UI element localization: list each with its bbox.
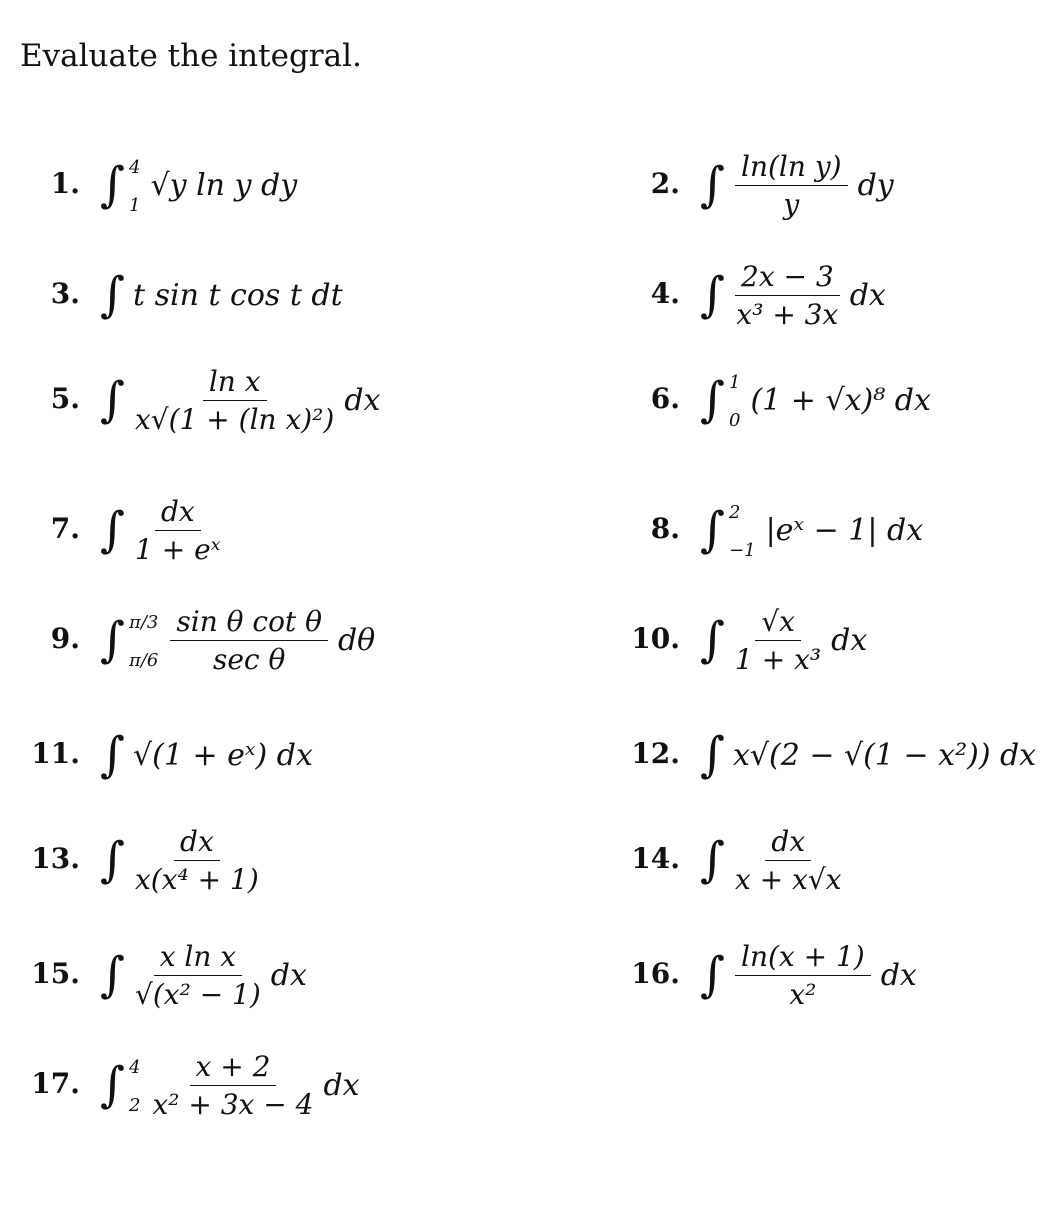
differential: dx xyxy=(323,1067,360,1103)
integral-expression xyxy=(700,149,894,221)
integral-limits xyxy=(129,159,140,215)
denominator: y xyxy=(783,187,800,221)
numerator: sin θ cot θ xyxy=(170,605,328,641)
upper-limit: 2 xyxy=(729,502,741,523)
integral-limits xyxy=(729,504,756,560)
lower-limit: 0 xyxy=(729,410,741,431)
differential: dθ xyxy=(337,622,376,658)
integral-sign: ∫ xyxy=(100,1057,126,1113)
integral-expression xyxy=(100,604,376,676)
problem-number: 14. xyxy=(631,842,680,875)
problem-number: 17. xyxy=(31,1067,80,1100)
numerator: ln(x + 1) xyxy=(735,940,871,976)
upper-limit: 4 xyxy=(129,1057,141,1078)
upper-limit: 4 xyxy=(129,157,141,178)
integral-expression xyxy=(100,265,343,325)
integrand: (1 + √x)⁸ dx xyxy=(750,382,931,418)
problem-number: 13. xyxy=(31,842,80,875)
fraction xyxy=(135,365,334,436)
integral-sign: ∫ xyxy=(700,372,726,428)
denominator: x³ + 3x xyxy=(736,297,839,331)
integral-sign: ∫ xyxy=(100,157,126,213)
integral-expression xyxy=(100,824,265,896)
integral-sign: ∫ xyxy=(700,947,726,1003)
integral-expression xyxy=(100,364,381,436)
denominator: x² xyxy=(789,977,817,1011)
integral-sign: ∫ xyxy=(700,267,726,323)
lower-limit: π/6 xyxy=(129,650,159,671)
lower-limit: −1 xyxy=(729,540,756,561)
integral-sign: ∫ xyxy=(100,372,126,428)
integral-expression xyxy=(700,259,886,331)
numerator: dx xyxy=(155,495,201,531)
problem-number: 2. xyxy=(650,167,680,200)
integral-sign: ∫ xyxy=(100,727,126,783)
integral-sign: ∫ xyxy=(100,947,126,1003)
problem-number: 1. xyxy=(50,167,80,200)
numerator: dx xyxy=(174,825,220,861)
differential: dx xyxy=(880,957,917,993)
problem-number: 10. xyxy=(631,622,680,655)
integrand: x√(2 − √(1 − x²)) dx xyxy=(733,737,1037,773)
numerator: x + 2 xyxy=(190,1050,277,1086)
numerator: x ln x xyxy=(154,940,242,976)
integral-limits xyxy=(729,374,740,430)
integral-sign: ∫ xyxy=(100,267,126,323)
problem-number: 9. xyxy=(50,622,80,655)
numerator: ln x xyxy=(203,365,267,401)
fraction xyxy=(735,605,821,676)
fraction xyxy=(170,605,328,676)
problem-number: 15. xyxy=(31,957,80,990)
problem-number: 11. xyxy=(31,737,80,770)
fraction xyxy=(135,495,221,566)
integral-expression xyxy=(100,939,307,1011)
differential: dy xyxy=(857,167,894,203)
numerator: √x xyxy=(755,605,801,641)
numerator: ln(ln y) xyxy=(735,150,848,186)
denominator: x(x⁴ + 1) xyxy=(135,862,259,896)
problem-number: 6. xyxy=(650,382,680,415)
problem-number: 8. xyxy=(650,512,680,545)
differential: dx xyxy=(344,382,381,418)
problem-number: 16. xyxy=(631,957,680,990)
denominator: 1 + x³ xyxy=(735,642,822,676)
integrand: t sin t cos t dt xyxy=(133,277,343,313)
integral-sign: ∫ xyxy=(700,502,726,558)
problem-number: 3. xyxy=(50,277,80,310)
integral-expression xyxy=(700,370,931,430)
integral-sign: ∫ xyxy=(700,612,726,668)
integral-sign: ∫ xyxy=(700,832,726,888)
integrand: √(1 + eˣ) dx xyxy=(133,737,313,773)
denominator: x + x√x xyxy=(735,862,842,896)
integral-expression xyxy=(700,939,917,1011)
integrand: |eˣ − 1| dx xyxy=(765,512,924,548)
integral-sign: ∫ xyxy=(100,502,126,558)
lower-limit: 2 xyxy=(129,1095,141,1116)
numerator: dx xyxy=(765,825,811,861)
fraction xyxy=(152,1050,313,1121)
fraction xyxy=(735,940,871,1011)
denominator: sec θ xyxy=(212,642,286,676)
denominator: x√(1 + (ln x)²) xyxy=(135,402,335,436)
problem-number: 5. xyxy=(50,382,80,415)
denominator: 1 + eˣ xyxy=(135,532,221,566)
differential: dx xyxy=(849,277,886,313)
fraction xyxy=(135,940,261,1011)
numerator: 2x − 3 xyxy=(735,260,840,296)
denominator: √(x² − 1) xyxy=(135,977,261,1011)
fraction xyxy=(735,825,841,896)
integral-limits xyxy=(129,1059,140,1115)
integral-expression xyxy=(100,155,297,215)
integral-expression xyxy=(700,824,848,896)
integral-expression xyxy=(700,725,1036,785)
upper-limit: 1 xyxy=(729,372,741,393)
page-title: Evaluate the integral. xyxy=(20,38,362,74)
problem-number: 7. xyxy=(50,512,80,545)
fraction xyxy=(735,150,848,221)
fraction xyxy=(735,260,840,331)
lower-limit: 1 xyxy=(129,195,141,216)
integral-limits xyxy=(129,614,158,670)
integral-expression xyxy=(100,1049,360,1121)
problem-number: 12. xyxy=(631,737,680,770)
integral-expression xyxy=(700,500,923,560)
integral-sign: ∫ xyxy=(700,157,726,213)
differential: dx xyxy=(270,957,307,993)
problem-number: 4. xyxy=(650,277,680,310)
upper-limit: π/3 xyxy=(129,612,159,633)
fraction xyxy=(135,825,259,896)
integrand: √y ln y dy xyxy=(150,167,298,203)
differential: dx xyxy=(831,622,868,658)
integral-expression xyxy=(100,494,227,566)
integral-expression xyxy=(700,604,868,676)
denominator: x² + 3x − 4 xyxy=(152,1087,314,1121)
integral-expression xyxy=(100,725,313,785)
integral-sign: ∫ xyxy=(700,727,726,783)
integral-sign: ∫ xyxy=(100,612,126,668)
integral-sign: ∫ xyxy=(100,832,126,888)
